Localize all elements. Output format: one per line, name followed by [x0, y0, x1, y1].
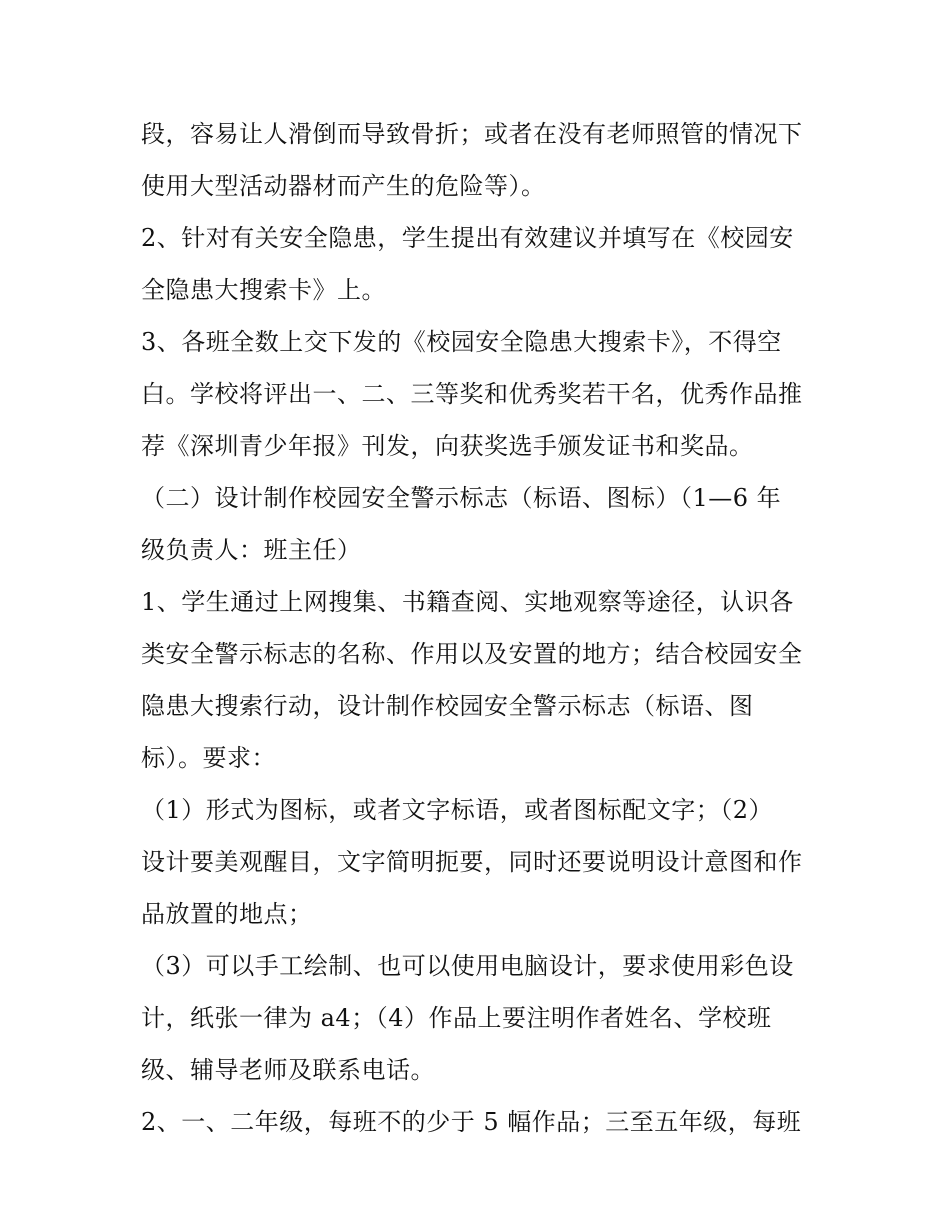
- text-line: 计，纸张一律为 a4；（4）作品上要注明作者姓名、学校班: [141, 1004, 772, 1032]
- text-line: 段，容易让人滑倒而导致骨折；或者在没有老师照管的情况下: [141, 120, 803, 148]
- text-line: 2、一、二年级，每班不的少于 5 幅作品；三至五年级，每班: [141, 1108, 802, 1136]
- text-line: 设计要美观醒目，文字简明扼要，同时还要说明设计意图和作: [141, 848, 803, 876]
- text-line: 类安全警示标志的名称、作用以及安置的地方；结合校园安全: [141, 640, 803, 668]
- text-line: 级、辅导老师及联系电话。: [141, 1056, 435, 1084]
- text-line: 荐《深圳青少年报》刊发，向获奖选手颁发证书和奖品。: [141, 432, 754, 460]
- text-line: 全隐患大搜索卡》上。: [141, 276, 386, 304]
- text-line: 使用大型活动器材而产生的危险等）。: [141, 172, 546, 200]
- text-line: （3）可以手工绘制、也可以使用电脑设计，要求使用彩色设: [141, 952, 794, 980]
- text-line: 3、各班全数上交下发的《校园安全隐患大搜索卡》，不得空: [141, 328, 782, 356]
- text-line: 标）。要求：: [141, 744, 276, 772]
- section-heading: 级负责人：班主任）: [141, 536, 362, 564]
- text-line: 白。学校将评出一、二、三等奖和优秀奖若干名，优秀作品推: [141, 380, 803, 408]
- text-line: 1、学生通过上网搜集、书籍查阅、实地观察等途径，认识各: [141, 588, 794, 616]
- text-line: 隐患大搜索行动，设计制作校园安全警示标志（标语、图: [141, 692, 754, 720]
- text-line: 2、针对有关安全隐患，学生提出有效建议并填写在《校园安: [141, 224, 794, 252]
- section-heading: （二）设计制作校园安全警示标志（标语、图标）（1—6 年: [141, 484, 782, 512]
- text-line: （1）形式为图标，或者文字标语，或者图标配文字；（2）: [141, 796, 774, 824]
- document-text: [141, 108, 821, 1148]
- text-line: 品放置的地点；: [141, 900, 313, 928]
